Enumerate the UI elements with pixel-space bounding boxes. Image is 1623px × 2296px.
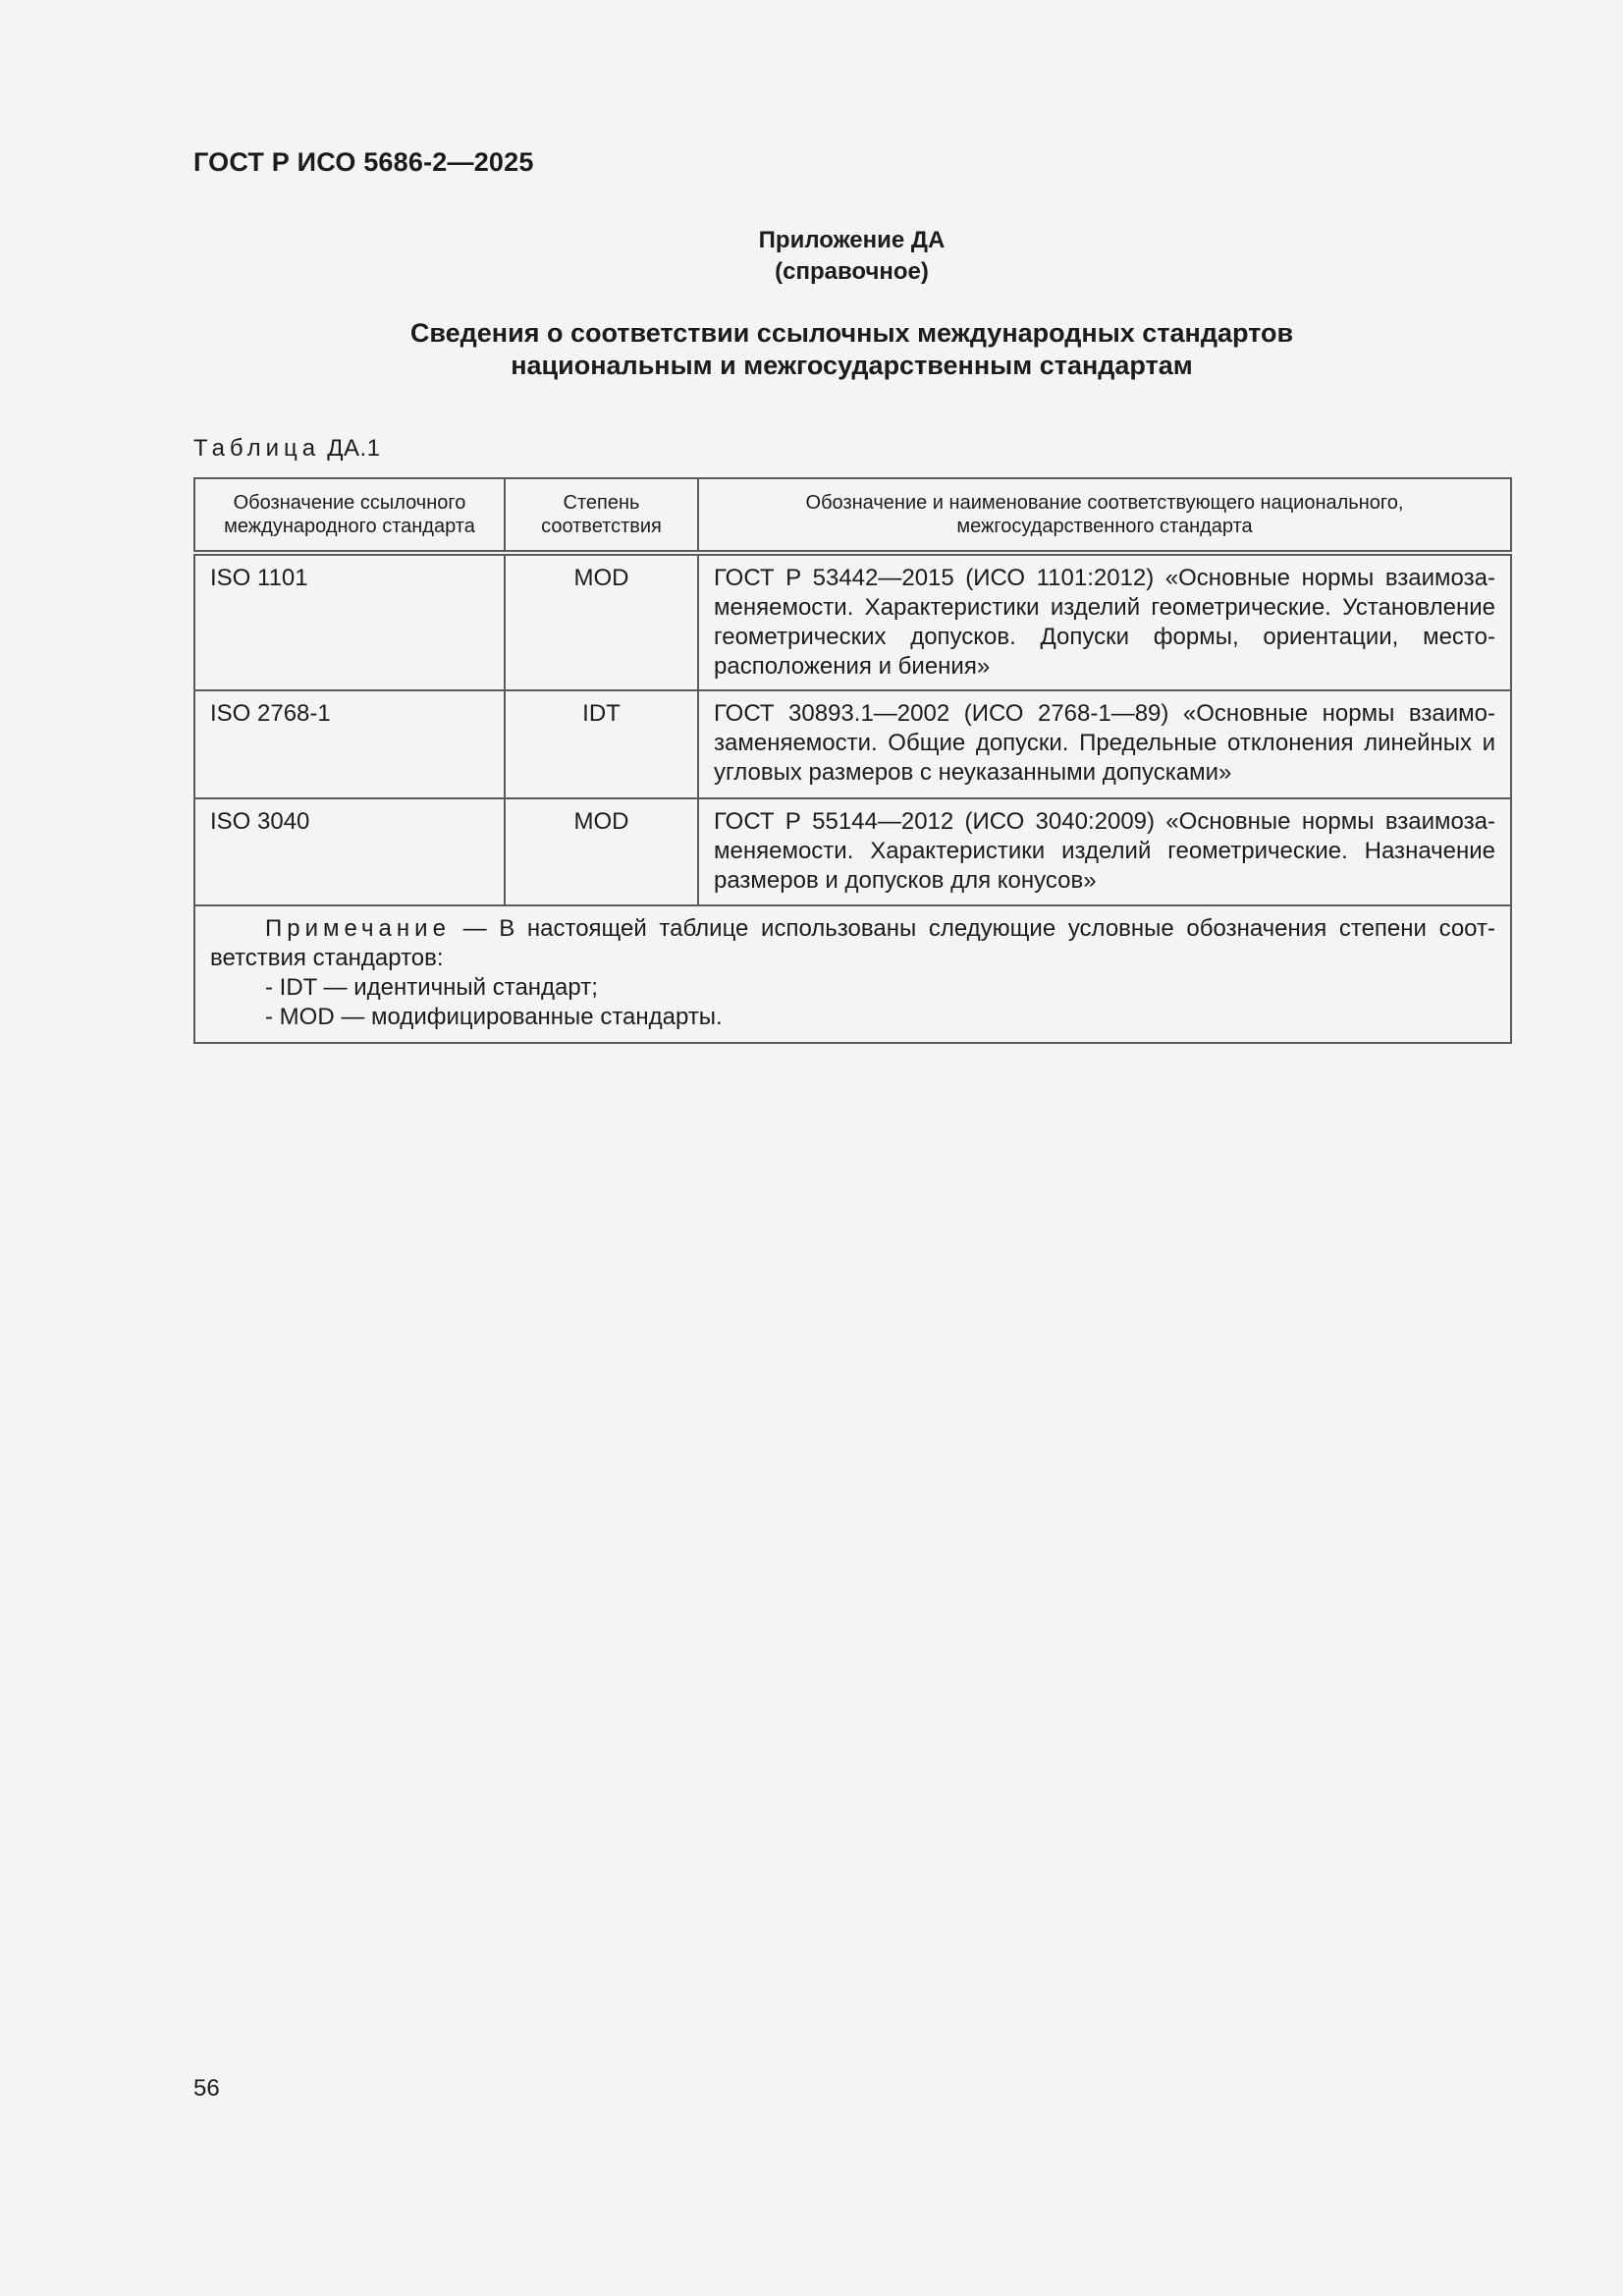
table-note-row <box>194 905 1511 1043</box>
cell-national-standard: ГОСТ Р 55144—2012 (ИСО 3040:2009) «Основные нормы взаимозаменяемости. Характеристики изделий геометрические. Назначение размеров и допусков для конусов» <box>698 798 1511 905</box>
appendix-heading-line-2: национальным и межгосударственным стандартам <box>511 351 1193 380</box>
cell-reference-standard: ISO 3040 <box>194 798 505 905</box>
column-header-reference-standard: Обозначение ссылочного международного стандарта <box>194 478 505 553</box>
table-caption <box>193 435 381 463</box>
note-item-mod: - MOD — модифицированные стандарты. <box>265 1004 723 1030</box>
note-item-idt: - IDT — идентичный стандарт; <box>265 974 598 1001</box>
column-header-national-standard: Обозначение и наименование соответствующего национального, межгосударственного стандарта <box>698 478 1511 553</box>
cell-degree: MOD <box>505 553 698 690</box>
table-row <box>194 553 1511 690</box>
table-caption-number: ДА.1 <box>327 435 381 462</box>
table-row <box>194 798 1511 905</box>
table-caption-word: Таблица <box>193 435 321 462</box>
appendix-title-block <box>193 225 1510 382</box>
appendix-title: Приложение ДА <box>758 227 946 253</box>
standards-correspondence-table <box>193 477 1512 1044</box>
document-code-header: ГОСТ Р ИСО 5686-2—2025 <box>193 147 534 177</box>
column-header-degree: Степень соответствия <box>505 478 698 553</box>
cell-national-standard: ГОСТ Р 53442—2015 (ИСО 1101:2012) «Основные нормы взаимозаменяемости. Характеристики изделий геометрические. Установление геометрических допусков. Допуски формы, ориентации, месторасположения и биения» <box>698 553 1511 690</box>
cell-national-standard: ГОСТ 30893.1—2002 (ИСО 2768-1—89) «Основные нормы взаимозаменяемости. Общие допуски. Предельные отклонения линейных и угловых размеров с неуказанными допусками» <box>698 690 1511 798</box>
cell-degree: MOD <box>505 798 698 905</box>
table-note <box>194 905 1511 1043</box>
page-number: 56 <box>193 2075 220 2102</box>
appendix-heading-line-1: Сведения о соответствии ссылочных международных стандартов <box>409 318 1294 348</box>
appendix-heading <box>193 317 1510 382</box>
note-label: Примечание <box>265 915 451 942</box>
cell-reference-standard: ISO 1101 <box>194 553 505 690</box>
table-header-row <box>194 478 1511 553</box>
cell-reference-standard: ISO 2768-1 <box>194 690 505 798</box>
note-text: — В настоящей таблице использованы следующие условные обозначения степени соответствия стандартов: <box>210 915 1495 971</box>
appendix-kind: (справочное) <box>775 258 929 285</box>
cell-degree: IDT <box>505 690 698 798</box>
table-row <box>194 690 1511 798</box>
note-intro <box>210 914 1495 973</box>
